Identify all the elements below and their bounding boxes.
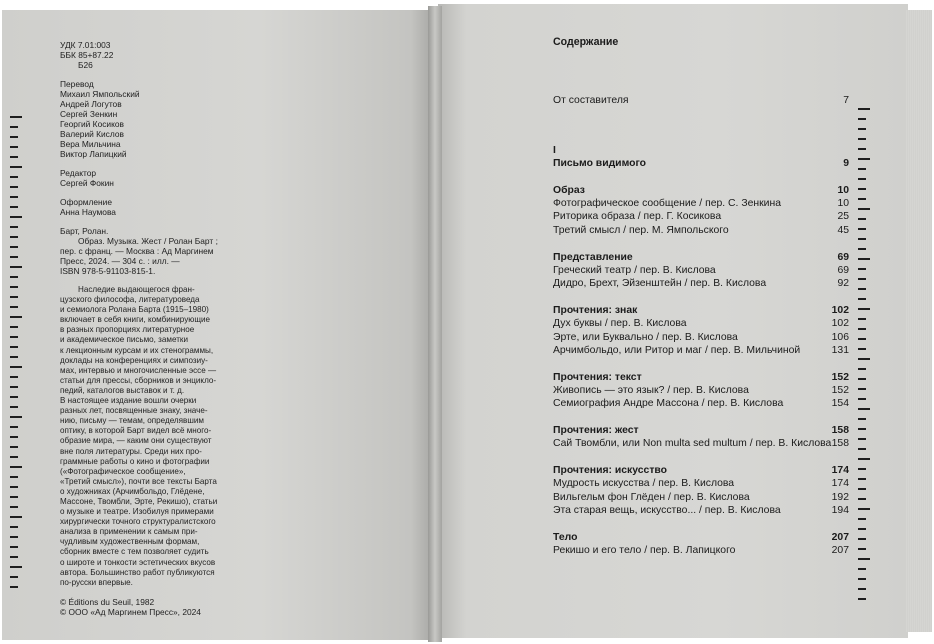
toc-entry-page: 92	[837, 278, 849, 289]
ruler-tick	[858, 548, 866, 550]
ruler-tick	[858, 178, 866, 180]
ruler-tick	[858, 228, 866, 230]
udk-code: УДК 7.01:003	[60, 40, 111, 50]
ruler-tick	[10, 136, 18, 138]
toc-entry-title: Тело	[553, 532, 578, 543]
toc-entry-title: Вильгельм фон Глёден / пер. В. Кислова	[553, 492, 750, 503]
toc-section-heading	[553, 464, 849, 477]
ruler-tick	[10, 386, 18, 388]
design-label: Оформление	[60, 197, 112, 207]
translator-name: Виктор Лапицкий	[60, 149, 127, 159]
ruler-tick	[858, 418, 866, 420]
ruler-tick	[10, 556, 18, 558]
ruler-tick	[10, 186, 18, 188]
ruler-tick	[858, 498, 866, 500]
ruler-tick	[858, 148, 866, 150]
ruler-tick	[858, 558, 870, 560]
author-mark: Б26	[78, 60, 93, 70]
ruler-tick	[10, 246, 18, 248]
toc-entry-page: 207	[831, 532, 849, 543]
ruler-tick	[858, 358, 870, 360]
ruler-tick	[10, 406, 18, 408]
ruler-tick	[10, 426, 18, 428]
editor-block	[60, 168, 310, 188]
ruler-tick	[10, 516, 22, 518]
ruler-tick	[858, 458, 870, 460]
toc-entry-title: I	[553, 145, 556, 156]
ruler-tick	[858, 158, 870, 160]
ruler-tick	[858, 488, 866, 490]
toc-entry	[553, 397, 849, 410]
toc-entry-page: 69	[837, 252, 849, 263]
toc-entry-title: От составителя	[553, 95, 629, 106]
ruler-tick	[858, 368, 866, 370]
left-margin-ruler-ticks	[10, 116, 24, 596]
catalog-line: Барт, Ролан.	[60, 226, 109, 236]
ruler-tick	[858, 568, 866, 570]
toc-entry-title: Эта старая вещь, искусство... / пер. В. Кислова	[553, 505, 781, 516]
toc-entry	[553, 277, 849, 290]
toc-entry-page: 106	[831, 332, 849, 343]
toc-entry-page: 9	[843, 158, 849, 169]
annotation-line: «Третий смысл»), почти все тексты Барта	[60, 476, 217, 486]
translator-name: Валерий Кислов	[60, 129, 124, 139]
ruler-tick	[858, 278, 866, 280]
annotation-line: образие мира, — каким они существуют	[60, 436, 212, 446]
ruler-tick	[858, 528, 866, 530]
ruler-tick	[10, 466, 22, 468]
toc-entry-title: Рекишо и его тело / пер. В. Лапицкого	[553, 545, 736, 556]
toc-entry-title: Риторика образа / пер. Г. Косикова	[553, 211, 722, 222]
toc-section-heading	[553, 251, 849, 264]
ruler-tick	[858, 518, 866, 520]
toc-entry	[553, 544, 849, 557]
ruler-tick	[858, 108, 870, 110]
copyright-line: © Éditions du Seuil, 1982	[60, 596, 155, 607]
annotation-line: анализа в применении к самым при-	[60, 527, 198, 537]
catalog-line: ISBN 978-5-91103-815-1.	[60, 266, 156, 276]
ruler-tick	[858, 478, 866, 480]
toc-entry-title: Живопись — это язык? / пер. В. Кислова	[553, 385, 749, 396]
ruler-tick	[10, 296, 18, 298]
ruler-tick	[858, 138, 866, 140]
annotation-line: о художниках (Арчимбольдо, Глёдене,	[60, 486, 205, 496]
toc-entry-title: Арчимбольдо, или Ритор и маг / пер. В. Мильчиной	[553, 345, 801, 356]
translator-name: Георгий Косиков	[60, 119, 124, 129]
annotation-line: («Фотографическое сообщение»,	[60, 466, 186, 476]
ruler-tick	[858, 308, 870, 310]
catalog-entry	[60, 226, 310, 276]
toc-entry-title: Дидро, Брехт, Эйзенштейн / пер. В. Кислова	[553, 278, 767, 289]
ruler-tick	[858, 428, 866, 430]
toc-entry-page: 102	[831, 305, 849, 316]
ruler-tick	[10, 206, 18, 208]
ruler-tick	[858, 118, 866, 120]
ruler-tick	[10, 566, 22, 568]
ruler-tick	[10, 366, 22, 368]
ruler-tick	[858, 188, 866, 190]
annotation-line: в разных пропорциях литературное	[60, 325, 195, 335]
ruler-tick	[10, 286, 18, 288]
annotation-line: чудливым художественным формам,	[60, 537, 200, 547]
designer-name: Анна Наумова	[60, 207, 116, 217]
annotation-line: включает в себя книги, комбинирующие	[60, 315, 211, 325]
annotation-line: о широте и тонкости эстетических вкусов	[60, 557, 216, 567]
annotation-line: по-русски впервые.	[60, 577, 133, 587]
ruler-tick	[858, 218, 866, 220]
annotation-line: цузского философа, литературоведа	[60, 295, 200, 305]
ruler-tick	[10, 236, 18, 238]
toc-entry-page: 131	[831, 345, 849, 356]
annotation-line: разных лет, посвященные знаку, значе-	[60, 406, 208, 416]
toc-entry-page: 174	[831, 465, 849, 476]
ruler-tick	[10, 476, 18, 478]
toc-entry	[553, 317, 849, 330]
annotation-line: хирургически точного структуралистского	[60, 517, 216, 527]
toc-section-heading	[553, 144, 849, 157]
ruler-tick	[10, 116, 22, 118]
ruler-tick	[10, 496, 18, 498]
catalog-line: Пресс, 2024. — 304 с. : илл. —	[60, 256, 180, 266]
toc-entry	[553, 491, 849, 504]
ruler-tick	[10, 576, 18, 578]
ruler-tick	[858, 398, 866, 400]
ruler-tick	[858, 208, 870, 210]
toc-entry-title: Представление	[553, 252, 633, 263]
toc-entry-page: 154	[831, 398, 849, 409]
translator-name: Сергей Зенкин	[60, 109, 118, 119]
toc-title: Содержание	[553, 36, 619, 48]
toc-entry-title: Третий смысл / пер. М. Ямпольского	[553, 225, 729, 236]
translators-block	[60, 79, 310, 159]
toc-entry-page: 10	[837, 185, 849, 196]
ruler-tick	[858, 268, 866, 270]
ruler-tick	[10, 376, 18, 378]
toc-section-heading	[553, 304, 849, 317]
ruler-tick	[10, 126, 18, 128]
ruler-tick	[10, 546, 18, 548]
toc-entry-page: 207	[831, 545, 849, 556]
toc-entry-page: 174	[831, 478, 849, 489]
toc-entry-title: Семиография Андре Массона / пер. В. Кислова	[553, 398, 784, 409]
book-annotation	[60, 285, 310, 588]
toc-section-heading	[553, 371, 849, 384]
toc-entry	[553, 331, 849, 344]
bbk-code: ББК 85+87.22	[60, 50, 114, 60]
ruler-tick	[10, 446, 18, 448]
toc-section-heading	[553, 157, 849, 170]
ruler-tick	[10, 526, 18, 528]
toc-section-heading	[553, 531, 849, 544]
ruler-tick	[858, 198, 866, 200]
ruler-tick	[10, 226, 18, 228]
ruler-tick	[858, 448, 866, 450]
annotation-line: о музыке и театре. Изобилуя примерами	[60, 507, 214, 517]
ruler-tick	[10, 396, 18, 398]
toc-entry-page: 152	[831, 385, 849, 396]
ruler-tick	[858, 248, 866, 250]
toc-entry	[553, 197, 849, 210]
toc-entry-page: 152	[831, 372, 849, 383]
copyright-line: © ООО «Ад Маргинем Пресс», 2024	[60, 606, 201, 617]
annotation-line: В настоящее издание вошли очерки	[60, 396, 197, 406]
ruler-tick	[10, 156, 18, 158]
ruler-tick	[10, 536, 18, 538]
ruler-tick	[10, 436, 18, 438]
ruler-tick	[10, 336, 18, 338]
toc-entry-page: 7	[843, 95, 849, 106]
ruler-tick	[10, 356, 18, 358]
translator-name: Михаил Ямпольский	[60, 89, 140, 99]
toc-entry-page: 194	[831, 505, 849, 516]
ruler-tick	[858, 388, 866, 390]
ruler-tick	[858, 408, 870, 410]
ruler-tick	[858, 288, 866, 290]
ruler-tick	[10, 256, 18, 258]
ruler-tick	[858, 348, 866, 350]
annotation-line: вне поля литературы. Среди них про-	[60, 446, 202, 456]
ruler-tick	[858, 588, 866, 590]
annotation-line: статьи для прессы, сборников и энцикло-	[60, 375, 217, 385]
ruler-tick	[858, 438, 866, 440]
annotation-line: граммные работы о кино и фотографии	[60, 456, 210, 466]
toc-entry-page: 158	[831, 425, 849, 436]
annotation-line: автора. Большинство работ публикуются	[60, 567, 215, 577]
toc-entry-title: Прочтения: текст	[553, 372, 642, 383]
toc-entry	[553, 264, 849, 277]
ruler-tick	[10, 176, 18, 178]
toc-section-heading	[553, 424, 849, 437]
toc-section-heading	[553, 184, 849, 197]
catalog-line: Образ. Музыка. Жест / Ролан Барт ;	[78, 236, 218, 246]
copyright-block	[60, 597, 310, 617]
toc-entry-title: Фотографическое сообщение / пер. С. Зенкина	[553, 198, 781, 209]
ruler-tick	[10, 416, 22, 418]
toc-entry-page: 25	[837, 211, 849, 222]
annotation-line: оптику, в которой Барт видел всё много-	[60, 426, 212, 436]
editor-label: Редактор	[60, 168, 97, 178]
toc-entry-title: Образ	[553, 185, 585, 196]
ruler-tick	[858, 468, 866, 470]
ruler-tick	[10, 166, 22, 168]
ruler-tick	[858, 298, 866, 300]
toc-entry-page: 45	[837, 225, 849, 236]
ruler-tick	[858, 128, 866, 130]
toc-entry-title: Мудрость искусства / пер. В. Кислова	[553, 478, 735, 489]
toc-entry-page: 69	[837, 265, 849, 276]
book-gutter	[428, 6, 442, 642]
toc-entry	[553, 477, 849, 490]
toc-entry	[553, 504, 849, 517]
annotation-line: к лекционным курсам и их стенограммы,	[60, 345, 214, 355]
annotation-line: Массоне, Твомбли, Эрте, Рекишо), статьи	[60, 496, 218, 506]
annotation-line: и семиолога Ролана Барта (1915–1980)	[60, 305, 209, 315]
ruler-tick	[10, 266, 22, 268]
ruler-tick	[858, 338, 866, 340]
annotation-line: доклады на конференциях и симпозиу-	[60, 355, 208, 365]
toc-entry-page: 102	[831, 318, 849, 329]
ruler-tick	[10, 316, 22, 318]
toc-entry-title: Прочтения: жест	[553, 425, 639, 436]
toc-entry-title: Прочтения: знак	[553, 305, 638, 316]
ruler-tick	[10, 506, 18, 508]
ruler-tick	[10, 586, 18, 588]
ruler-tick	[10, 486, 18, 488]
ruler-tick	[10, 306, 18, 308]
ruler-tick	[858, 578, 866, 580]
toc-entry	[553, 94, 849, 107]
ruler-tick	[858, 598, 866, 600]
annotation-line: Наследие выдающегося фран-	[78, 285, 195, 294]
annotation-line: сборник вместе с тем позволяет судить	[60, 547, 209, 557]
ruler-tick	[858, 378, 866, 380]
toc-entry	[553, 437, 849, 450]
toc-entry-page: 158	[831, 438, 849, 449]
translator-name: Андрей Логутов	[60, 99, 122, 109]
annotation-line: и академическое письмо, заметки	[60, 335, 188, 345]
toc-entry-title: Прочтения: искусство	[553, 465, 668, 476]
ruler-tick	[10, 456, 18, 458]
ruler-tick	[858, 508, 870, 510]
toc-entry	[553, 224, 849, 237]
catalog-line: пер. с франц. — Москва : Ад Маргинем	[60, 246, 214, 256]
ruler-tick	[858, 168, 866, 170]
toc-entry-page: 10	[837, 198, 849, 209]
ruler-tick	[10, 196, 18, 198]
ruler-tick	[858, 318, 866, 320]
ruler-tick	[858, 238, 866, 240]
ruler-tick	[10, 326, 18, 328]
ruler-tick	[858, 258, 870, 260]
toc-entry-title: Письмо видимого	[553, 158, 646, 169]
design-block	[60, 197, 310, 217]
toc-entry-title: Сай Твомбли, или Non multa sed multum / пер. В. Кислова	[553, 438, 832, 449]
page-edges	[906, 10, 932, 632]
toc-entry-title: Эрте, или Буквально / пер. В. Кислова	[553, 332, 738, 343]
ruler-tick	[10, 346, 18, 348]
annotation-line: нию, письму — темам, определявшим	[60, 416, 204, 426]
ruler-tick	[858, 328, 866, 330]
toc-entry	[553, 384, 849, 397]
ruler-tick	[10, 216, 22, 218]
toc-entry-title: Дух буквы / пер. В. Кислова	[553, 318, 687, 329]
toc-entry-title: Греческий театр / пер. В. Кислова	[553, 265, 716, 276]
imprint-block	[60, 40, 310, 626]
editor-name: Сергей Фокин	[60, 178, 114, 188]
right-margin-ruler-ticks	[858, 108, 872, 608]
toc-entry	[553, 210, 849, 223]
ruler-tick	[858, 538, 866, 540]
toc-entry	[553, 344, 849, 357]
ruler-tick	[10, 146, 18, 148]
annotation-line: мах, интервью и многочисленные эссе —	[60, 365, 217, 375]
translator-name: Вера Мильчина	[60, 139, 121, 149]
translation-label: Перевод	[60, 79, 94, 89]
toc-entry-page: 192	[831, 492, 849, 503]
ruler-tick	[10, 276, 18, 278]
annotation-line: педий, каталогов выставок и т. д.	[60, 385, 185, 395]
